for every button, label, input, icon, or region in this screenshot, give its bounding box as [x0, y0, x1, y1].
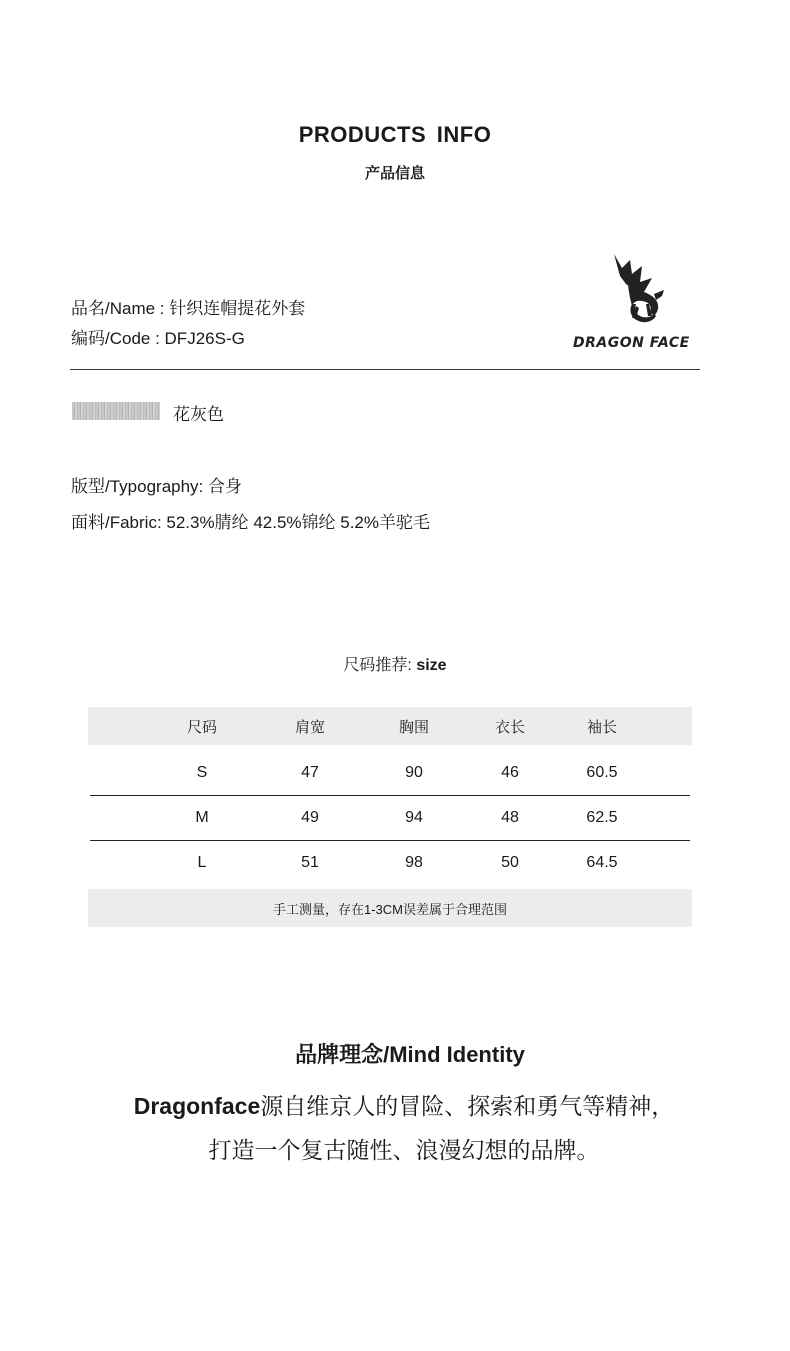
- table-cell: 62.5: [586, 809, 618, 826]
- brand-identity-line1: [0, 1088, 790, 1121]
- product-code: 编码/Code : DFJ26S-G: [71, 329, 245, 348]
- table-cell: 94: [405, 809, 423, 826]
- size-heading-prefix: 尺码推荐:: [343, 657, 417, 674]
- table-cell: L: [197, 854, 207, 871]
- typography-spec: 版型/Typography: 合身: [71, 477, 243, 496]
- brand-identity-line2: 打造一个复古随性、浪漫幻想的品牌。: [208, 1137, 600, 1163]
- brand-name: Dragonface: [133, 1093, 261, 1119]
- logo-wordmark: DRAGON FACE: [573, 335, 690, 351]
- page-title: PRODUCTS INFO: [298, 122, 492, 147]
- column-header: 袖长: [586, 718, 617, 736]
- fabric-spec: 面料/Fabric: 52.3%腈纶 42.5%锦纶 5.2%羊驼毛: [71, 513, 431, 532]
- table-cell: 46: [501, 764, 519, 781]
- brand-logo: [570, 246, 702, 358]
- table-cell: 98: [405, 854, 423, 871]
- table-cell: 49: [301, 809, 319, 826]
- column-header: 胸围: [398, 718, 429, 736]
- table-cell: M: [195, 809, 209, 826]
- color-name: 花灰色: [173, 405, 224, 424]
- table-cell: 50: [501, 854, 519, 871]
- size-table-body: [88, 745, 692, 885]
- color-swatch: [72, 402, 160, 420]
- column-header: 衣长: [494, 718, 525, 736]
- size-table: [88, 707, 692, 885]
- table-cell: 48: [501, 809, 519, 826]
- section-divider: [70, 369, 700, 370]
- table-cell: S: [196, 764, 208, 781]
- page-subtitle: 产品信息: [364, 165, 425, 182]
- product-name: 品名/Name : 针织连帽提花外套: [71, 299, 306, 318]
- table-cell: 64.5: [586, 854, 618, 871]
- table-cell: 90: [405, 764, 423, 781]
- column-header: 尺码: [186, 718, 217, 736]
- table-cell: 60.5: [586, 764, 618, 781]
- measurement-note: 手工测量，存在1-3CM误差属于合理范围: [88, 889, 692, 927]
- column-header: 肩宽: [294, 718, 325, 736]
- brand-identity-title: 品牌理念/Mind Identity: [295, 1042, 525, 1067]
- size-heading-bold: size: [416, 657, 447, 674]
- table-row: [90, 751, 690, 796]
- dragon-icon: [570, 246, 702, 336]
- table-row: [90, 841, 690, 885]
- table-cell: 51: [301, 854, 319, 871]
- table-cell: 47: [301, 764, 319, 781]
- size-table-header: [88, 707, 692, 745]
- brand-identity-text: 源自维京人的冒险、探索和勇气等精神，: [260, 1093, 675, 1119]
- size-heading: [0, 652, 790, 675]
- table-row: [90, 796, 690, 841]
